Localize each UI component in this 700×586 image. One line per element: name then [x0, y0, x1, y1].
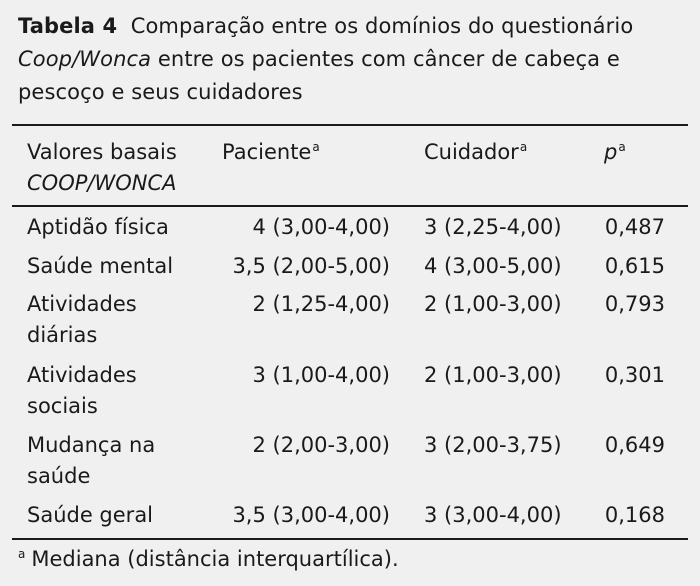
row-cuidador: 2 (1,00-3,00) — [424, 292, 562, 316]
header-paciente-text: Paciente — [222, 140, 312, 164]
table-footnote — [18, 544, 399, 574]
footnote-text: Mediana (distância interquartílica). — [31, 547, 399, 571]
row-label-line2: diárias — [27, 323, 98, 347]
row-label-line1: Mudança na — [27, 433, 156, 457]
row-label — [27, 212, 227, 243]
header-paciente-sup: a — [312, 140, 320, 154]
caption-text-1: Comparação entre os domínios do questionário — [130, 14, 634, 38]
header-cuidador — [424, 137, 527, 168]
row-paciente: 3,5 (3,00-4,00) — [232, 503, 390, 527]
row-paciente: 2 (2,00-3,00) — [252, 433, 390, 457]
header-valores-basais — [27, 137, 227, 199]
row-cuidador: 2 (1,00-3,00) — [424, 363, 562, 387]
row-p: 0,487 — [604, 215, 665, 239]
table-bottom-rule — [12, 538, 688, 540]
header-paciente — [222, 137, 320, 168]
row-cuidador: 3 (2,25-4,00) — [424, 215, 562, 239]
footnote-sup: a — [18, 547, 26, 561]
row-label — [27, 289, 227, 351]
row-label — [27, 500, 227, 531]
caption-italic: Coop/Wonca — [18, 47, 152, 71]
header-col1-line1: Valores basais — [27, 140, 177, 164]
table-top-rule — [12, 124, 688, 126]
row-label — [27, 360, 227, 422]
row-p: 0,615 — [604, 254, 665, 278]
header-cuidador-sup: a — [519, 140, 528, 154]
row-cuidador: 3 (3,00-4,00) — [424, 503, 562, 527]
row-paciente: 4 (3,00-4,00) — [252, 215, 390, 239]
table-caption — [18, 10, 688, 109]
row-paciente: 3 (1,00-4,00) — [252, 363, 390, 387]
row-paciente: 2 (1,25-4,00) — [252, 292, 390, 316]
row-p: 0,301 — [604, 363, 665, 387]
header-p — [604, 137, 626, 168]
caption-label: Tabela 4 — [18, 14, 118, 38]
row-cuidador: 4 (3,00-5,00) — [424, 254, 562, 278]
row-label-line2: sociais — [27, 394, 98, 418]
header-p-text: p — [604, 140, 618, 164]
header-col1-line2: COOP/WONCA — [27, 171, 177, 195]
header-p-sup: a — [618, 140, 626, 154]
row-paciente: 3,5 (2,00-5,00) — [232, 254, 390, 278]
row-label-line1: Saúde geral — [27, 503, 154, 527]
row-cuidador: 3 (2,00-3,75) — [424, 433, 562, 457]
header-cuidador-text: Cuidador — [424, 140, 519, 164]
row-label-line1: Saúde mental — [27, 254, 174, 278]
row-p: 0,649 — [604, 433, 665, 457]
row-label-line2: saúde — [27, 464, 91, 488]
row-p: 0,168 — [604, 503, 665, 527]
caption-text-3: pescoço e seus cuidadores — [18, 80, 303, 104]
caption-text-2: entre os pacientes com câncer de cabeça e — [157, 47, 620, 71]
row-label-line1: Atividades — [27, 292, 137, 316]
row-label-line1: Aptidão física — [27, 215, 169, 239]
table-header-rule — [12, 205, 688, 207]
row-label-line1: Atividades — [27, 363, 137, 387]
row-p: 0,793 — [604, 292, 665, 316]
row-label — [27, 251, 227, 282]
row-label — [27, 430, 227, 492]
